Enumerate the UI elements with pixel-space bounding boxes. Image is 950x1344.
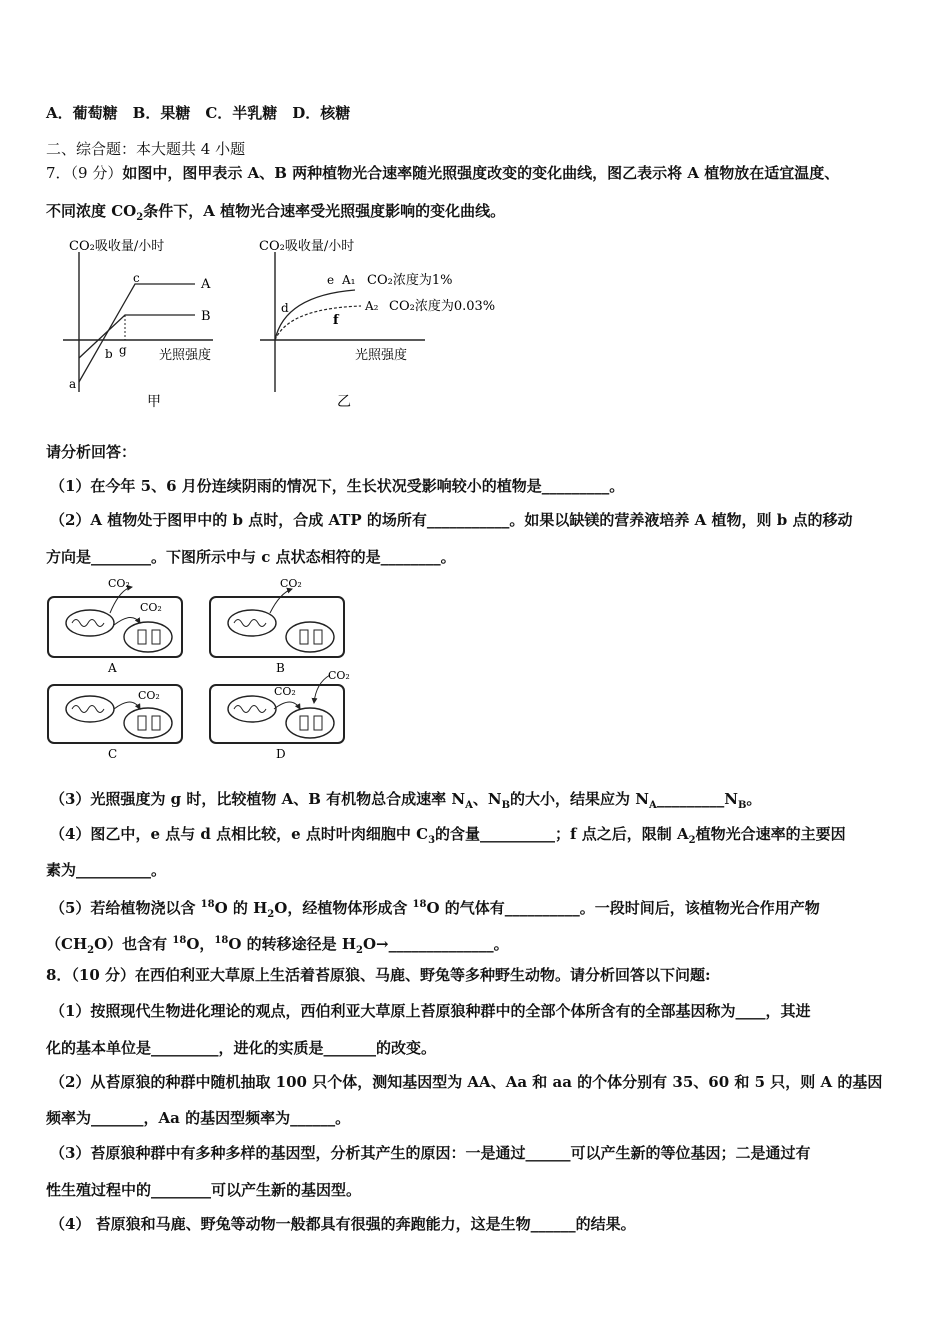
q7-p5-sub1: 2: [267, 909, 275, 920]
graph-jia: [63, 238, 213, 410]
section-heading: 二、综合题：本大题共 4 小题: [46, 140, 246, 158]
q7-part2-line2: 方向是________。下图所示中与 c 点状态相符的是________。: [46, 548, 456, 566]
q7-part5-line2: [46, 931, 509, 961]
q6-options: A．葡萄糖 B．果糖 C．半乳糖 D．核糖: [46, 104, 351, 122]
mitochondrion-icon: [66, 696, 114, 722]
cell-d: [210, 669, 350, 761]
mitochondrion-icon: [228, 696, 276, 722]
q7-p4a1: （4）图乙中，e 点与 d 点相比较，e 点时叶肉细胞中 C: [50, 825, 429, 843]
q7-intro-text: 如图中，图甲表示 A、B 两种植物光合速率随光照强度改变的变化曲线，图乙表示将 A 植物放在适宜温度、: [122, 164, 840, 182]
q7-p5-sup1: 18: [200, 899, 215, 910]
q7-p5-sub3: 2: [356, 945, 363, 956]
q7-p3b: 、N: [472, 790, 502, 808]
q7-p3-sub-a: A: [465, 800, 473, 811]
q7-p5a2: O 的 H: [214, 899, 268, 917]
cell-b-co2-out: CO₂: [280, 577, 302, 590]
cell-diagrams: [44, 575, 364, 765]
yi-a1-text: CO₂浓度为1%: [367, 273, 453, 288]
q7-part2-line1: （2）A 植物处于图甲中的 b 点时，合成 ATP 的场所有___________。如果以缺镁的营养液培养 A 植物，则 b 点的移动: [50, 511, 853, 529]
q7-p5a4: O 的气体有__________。一段时间后，该植物光合作用产物: [426, 899, 820, 917]
q7-intro-b1: 不同浓度 CO: [46, 202, 137, 220]
jia-y-label: CO₂吸收量/小时: [69, 239, 165, 254]
q8-part3-line1: （3）苔原狼种群中有多种多样的基因型，分析其产生的原因：一是通过______可以产生新的等位基因；二是通过有: [50, 1144, 811, 1162]
q8-part2-line2: 频率为_______，Aa 的基因型频率为______。: [46, 1109, 351, 1127]
cell-label-c: C: [108, 747, 118, 761]
q8-part1-line2: 化的基本单位是_________，进化的实质是_______的改变。: [46, 1039, 437, 1057]
q7-p4-sub2: 2: [688, 835, 696, 846]
yi-point-d: d: [281, 301, 289, 315]
q7-p4-sub3: 3: [428, 835, 436, 846]
q7-p5a3: O，经植物体形成含: [274, 899, 413, 917]
mitochondrion-icon: [228, 610, 276, 636]
yi-curve-a1: [275, 290, 355, 340]
q8-part2-line1: （2）从苔原狼的种群中随机抽取 100 只个体，测知基因型为 AA、Aa 和 aa 的个体分别有 35、60 和 5 只，则 A 的基因: [50, 1073, 883, 1091]
q7-intro-line1: [46, 163, 839, 183]
q7-intro-sub: 2: [136, 212, 144, 223]
yi-caption: 乙: [337, 394, 351, 410]
yi-point-f: f: [333, 313, 339, 328]
cell-b: [210, 577, 344, 675]
q7-part4-line2: 素为__________。: [46, 861, 167, 879]
cell-c: [48, 685, 182, 761]
yi-a2-text: CO₂浓度为0.03%: [389, 299, 496, 314]
jia-point-g: g: [119, 343, 127, 357]
q7-p3-sub-b: B: [501, 800, 511, 811]
q7-part3: [50, 789, 761, 816]
cell-label-a: A: [108, 661, 117, 675]
q7-p4a3: 植物光合速率的主要因: [695, 825, 846, 843]
q7-p4a2: 的含量__________；f 点之后，限制 A: [435, 825, 689, 843]
q7-p5a1: （5）若给植物浇以含: [50, 899, 201, 917]
jia-point-b: b: [105, 347, 113, 361]
q7-p5-sub2: 2: [87, 945, 95, 956]
q7-part4-line1: [50, 824, 846, 851]
q7-p3-sub-a2: A: [648, 800, 657, 811]
q7-p5-sup2: 18: [412, 899, 427, 910]
q7-p5b4: O 的转移途径是 H: [228, 935, 356, 953]
cell-d-co2-outside: CO₂: [328, 669, 350, 682]
jia-caption: 甲: [147, 394, 161, 410]
jia-curve-a: [79, 284, 195, 382]
photosynthesis-graphs: [55, 232, 535, 412]
q7-intro-line2: [46, 201, 505, 228]
q7-intro-b2: 条件下，A 植物光合速率受光照强度影响的变化曲线。: [143, 202, 506, 220]
mitochondrion-icon: [66, 610, 114, 636]
yi-label-a1: A₁: [342, 273, 356, 287]
chloroplast-icon: [124, 708, 172, 738]
q8-part4: （4） 苔原狼和马鹿、野兔等动物一般都具有很强的奔跑能力，这是生物______的结果。: [50, 1215, 636, 1233]
q7-p3-sub-b2: B: [737, 800, 747, 811]
jia-label-curve-b: B: [201, 309, 211, 324]
jia-label-curve-a: A: [201, 277, 211, 292]
q7-ask: 请分析回答：: [46, 443, 137, 461]
q7-score: （9 分）: [70, 164, 123, 182]
q8-part1-line1: （1）按照现代生物进化理论的观点，西伯利亚大草原上苔原狼种群中的全部个体所含有的全部基因称为____，其进: [50, 1002, 811, 1020]
q7-p3a: （3）光照强度为 g 时，比较植物 A、B 有机物总合成速率 N: [50, 790, 466, 808]
q7-p5b1: （CH: [46, 935, 88, 953]
cell-label-b: B: [276, 661, 285, 675]
chloroplast-icon: [286, 622, 334, 652]
jia-point-a: a: [69, 377, 77, 391]
q7-p5b3: O，: [186, 935, 215, 953]
q7-part5-line1: [50, 895, 820, 925]
q7-p5b5: O→______________。: [362, 935, 509, 953]
q7-p5b2: O）也含有: [94, 935, 173, 953]
cell-a-co2-out: CO₂: [108, 577, 130, 590]
cell-d-co2-in: CO₂: [274, 685, 296, 698]
q7-p3e: 。: [746, 790, 762, 808]
q8-heading: 8．（10 分）在西伯利亚大草原上生活着苔原狼、马鹿、野兔等多种野生动物。请分析回答以下问题:: [46, 966, 711, 984]
yi-label-a2: A₂: [365, 299, 379, 313]
chloroplast-icon: [286, 708, 334, 738]
q7-number: 7．: [46, 164, 71, 182]
graph-yi: [259, 238, 495, 410]
jia-point-c: c: [133, 271, 140, 285]
q7-p5-sup3: 18: [172, 935, 187, 946]
yi-point-e: e: [327, 273, 335, 287]
cell-c-co2-in: CO₂: [138, 689, 160, 702]
chloroplast-icon: [124, 622, 172, 652]
jia-x-label: 光照强度: [159, 348, 212, 363]
q8-part3-line2: 性生殖过程中的________可以产生新的基因型。: [46, 1181, 362, 1199]
cell-a-co2-in: CO₂: [140, 601, 162, 614]
yi-y-label: CO₂吸收量/小时: [259, 239, 355, 254]
q7-p3d: _________N: [656, 790, 738, 808]
q7-p3c: 的大小，结果应为 N: [510, 790, 649, 808]
yi-x-label: 光照强度: [355, 348, 408, 363]
q7-part1: （1）在今年 5、6 月份连续阴雨的情况下，生长状况受影响较小的植物是_________。: [50, 477, 625, 495]
q7-p5-sup4: 18: [214, 935, 229, 946]
cell-label-d: D: [276, 747, 286, 761]
cell-a: [48, 577, 182, 675]
